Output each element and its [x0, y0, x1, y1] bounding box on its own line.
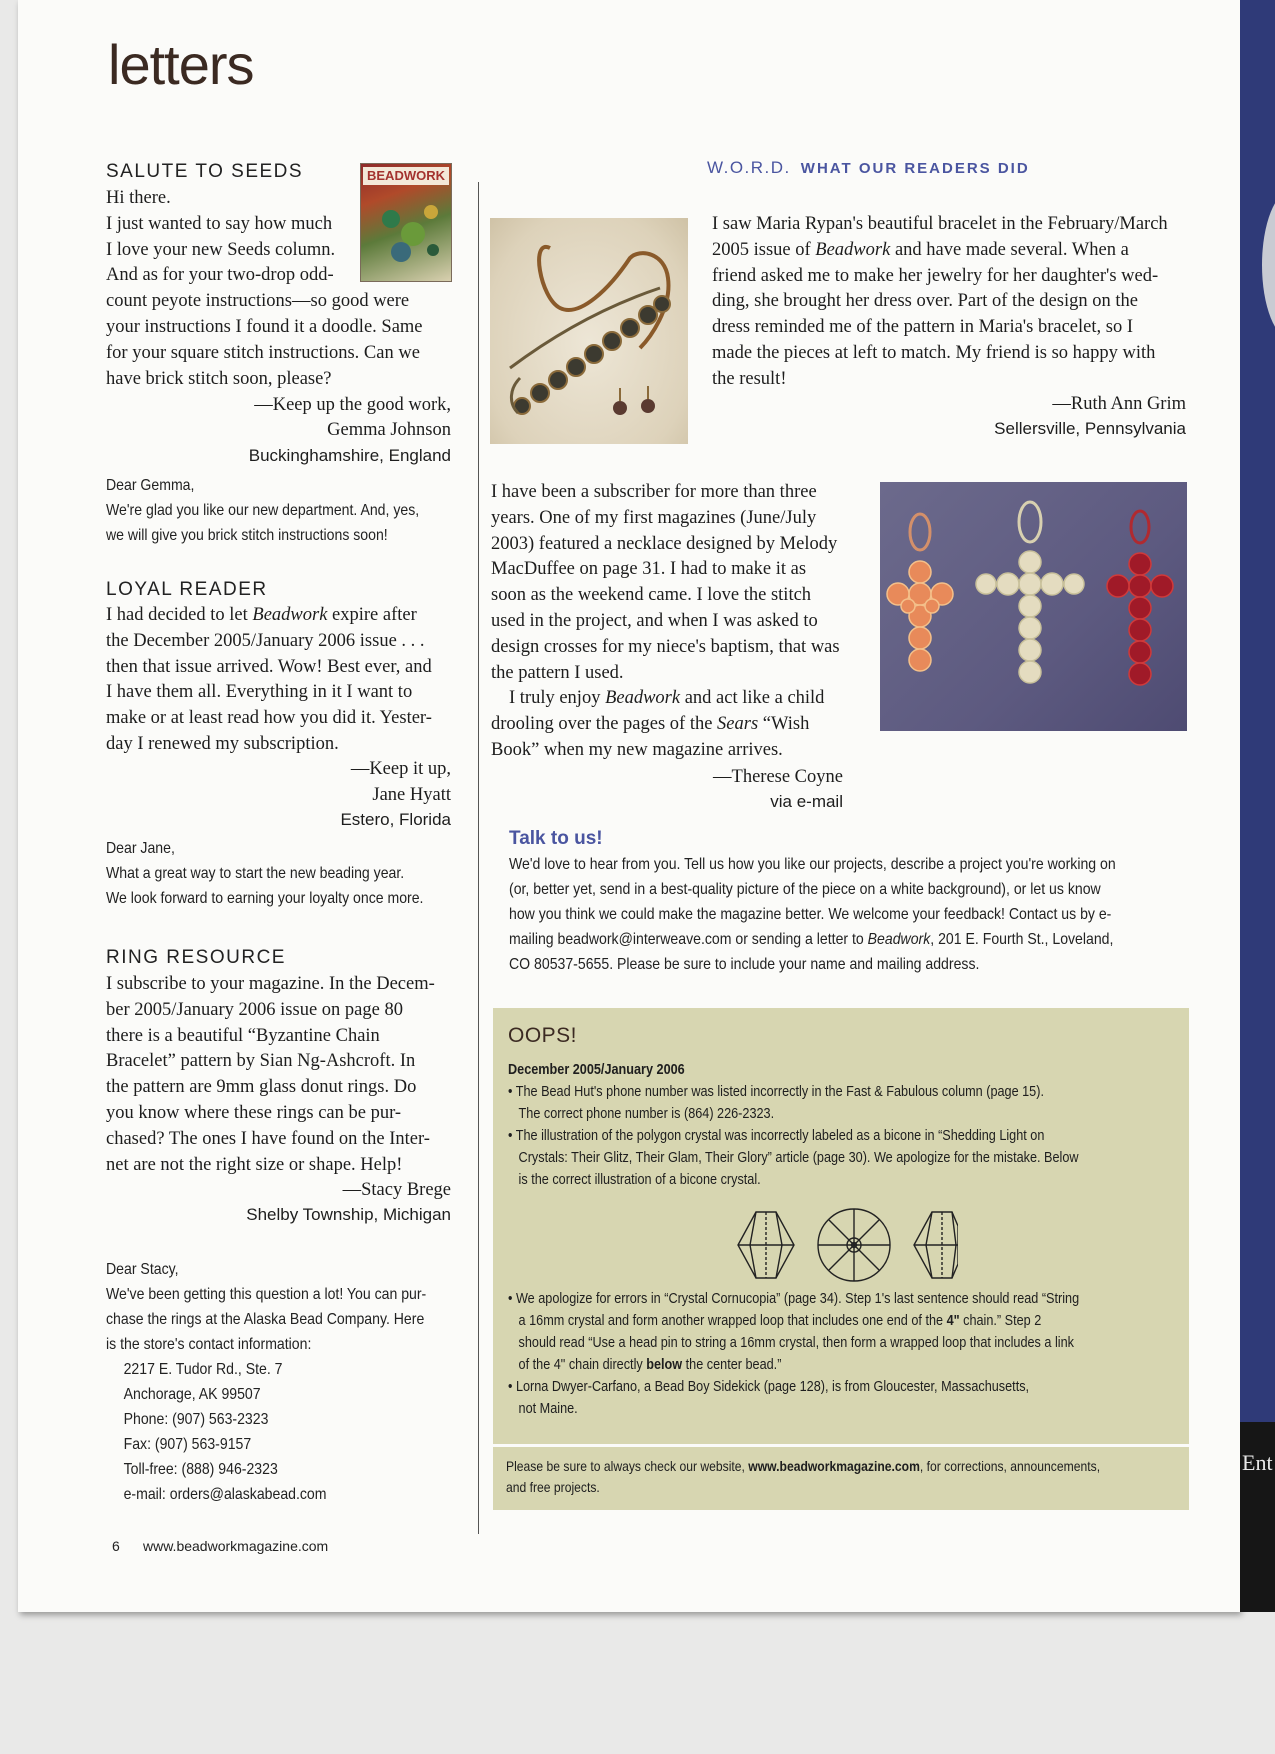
text-span: , 201 E. Fourth St., Loveland, — [930, 931, 1114, 948]
talk-heading: Talk to us! — [509, 828, 603, 849]
text-span: drooling over the pages of the — [491, 714, 718, 735]
text-line: dress reminded me of the pattern in Maria's bracelet, so I — [712, 317, 1133, 338]
text-line: I saw Maria Rypan's beautiful bracelet in the February/March — [712, 214, 1168, 234]
magazine-name: Beadwork — [867, 931, 931, 948]
text-line: not Maine. — [518, 1401, 578, 1417]
loyal-name: Jane Hyatt — [372, 785, 451, 805]
text-span: mailing beadwork@interweave.com or sending a letter to — [509, 931, 868, 948]
text-span: expire after — [327, 605, 417, 625]
crosses-letter — [491, 480, 863, 764]
salute-signoff: —Keep up the good work, — [254, 395, 451, 415]
footer-url[interactable]: www.beadworkmagazine.com — [143, 1538, 329, 1554]
address-line: Anchorage, AK 99507 — [123, 1386, 261, 1403]
talk-text — [509, 852, 1190, 977]
text-span: I had decided to let — [106, 605, 253, 625]
text-line: there is a beautiful “Byzantine Chain — [106, 1025, 380, 1046]
text-line: and free projects. — [506, 1480, 600, 1495]
loyal-letter — [106, 603, 506, 758]
text-line: The correct phone number is (864) 226-2323. — [518, 1106, 775, 1122]
text-line: Bracelet” pattern by Sian Ng-Ashcroft. In — [106, 1051, 416, 1072]
reply-greeting: Dear Gemma, — [106, 477, 195, 494]
text-line: used in the project, and when I was asked to — [491, 610, 818, 631]
address-line: Toll-free: (888) 946-2323 — [123, 1461, 278, 1478]
text-line: for your square stitch instructions. Can we — [106, 342, 420, 363]
salute-location: Buckinghamshire, England — [248, 446, 451, 465]
text-line: I subscribe to your magazine. In the Decem- — [106, 974, 435, 994]
store-address — [106, 1357, 476, 1507]
text-span: “Wish — [758, 714, 810, 735]
text-span: chain.” Step 2 — [959, 1313, 1042, 1329]
text-line: we will give you brick stitch instructions soon! — [106, 527, 388, 544]
text-span: Please be sure to always check our website, — [506, 1459, 749, 1474]
reply-greeting: Dear Stacy, — [106, 1261, 179, 1278]
ring-heading: RING RESOURCE — [106, 947, 286, 968]
text-line: Book” when my new magazine arrives. — [491, 739, 783, 760]
oops-corrections-top — [508, 1059, 1186, 1191]
text-line: 2003) featured a necklace designed by Melody — [491, 533, 838, 554]
address-line: 2217 E. Tudor Rd., Ste. 7 — [123, 1361, 283, 1378]
text-line: ber 2005/January 2006 issue on page 80 — [106, 999, 403, 1020]
text-line: how you think we could make the magazine better. We welcome your feedback! Contact us by e- — [509, 906, 1112, 923]
text-span: I truly enjoy — [509, 688, 606, 709]
text-line: I have been a subscriber for more than three — [491, 482, 817, 502]
text-line: should read “Use a head pin to string a 16mm crystal, then form a wrapped loop that includes a link — [518, 1335, 1074, 1351]
loyal-heading: LOYAL READER — [106, 579, 268, 600]
word-signoff: —Ruth Ann Grim — [1052, 394, 1186, 414]
page-title: letters — [108, 33, 254, 96]
text-line — [509, 927, 1190, 952]
catalog-name: Sears — [717, 714, 759, 735]
text-line: have brick stitch soon, please? — [106, 368, 332, 389]
text-bold: below — [646, 1357, 683, 1373]
address-line: Phone: (907) 563-2323 — [123, 1411, 269, 1428]
text-line: net are not the right size or shape. Help! — [106, 1154, 403, 1175]
text-line: Crystals: Their Glitz, Their Glam, Their Glory” article (page 30). We apologize for the mistake. Below — [518, 1150, 1079, 1166]
text-line: the pattern are 9mm glass donut rings. Do — [106, 1077, 417, 1098]
text-span: of the 4" chain directly — [518, 1357, 647, 1373]
text-line: I just wanted to say how much — [106, 213, 333, 234]
loyal-signoff: —Keep it up, — [350, 759, 451, 779]
text-line: count peyote instructions—so good were — [106, 291, 410, 312]
text-line: ding, she brought her dress over. Part of the design on the — [712, 291, 1138, 312]
adjacent-page-text: Ent — [1242, 1450, 1273, 1475]
text-line: (or, better yet, send in a best-quality picture of the piece on a white background), or let us know — [509, 881, 1101, 898]
word-location: Sellersville, Pennsylvania — [994, 419, 1186, 438]
text-line: I love your new Seeds column. — [106, 239, 336, 260]
oops-heading: OOPS! — [508, 1024, 578, 1047]
text-line: MacDuffee on page 31. I had to make it as — [491, 559, 807, 580]
text-line: friend asked me to make her jewelry for her daughter's wed- — [712, 265, 1159, 286]
text-line: We've been getting this question a lot! You can pur- — [106, 1286, 427, 1303]
ring-letter — [106, 972, 506, 1178]
text-line — [712, 238, 1190, 264]
text-line: day I renewed my subscription. — [106, 733, 339, 754]
text-line: is the correct illustration of a bicone crystal. — [518, 1172, 761, 1188]
text-line: What a great way to start the new beading year. — [106, 865, 405, 882]
website-notice — [506, 1456, 1184, 1498]
text-line — [106, 603, 506, 629]
text-line: We look forward to earning your loyalty once more. — [106, 890, 424, 907]
text-bold: 4" — [946, 1313, 960, 1329]
text-line: the result! — [712, 368, 787, 389]
salute-letter — [106, 186, 506, 392]
ring-reply — [106, 1257, 476, 1507]
text-line — [508, 1310, 1186, 1332]
text-line: design crosses for my niece's baptism, that was — [491, 636, 840, 657]
text-line — [491, 686, 863, 712]
word-heading — [707, 158, 1030, 178]
adjacent-page-edge — [1240, 0, 1275, 1612]
text-line: We'd love to hear from you. Tell us how you like our projects, describe a project you're working on — [509, 856, 1116, 873]
salute-heading: SALUTE TO SEEDS — [106, 161, 304, 182]
website-link[interactable]: www.beadworkmagazine.com — [748, 1459, 920, 1474]
text-line — [508, 1354, 1186, 1376]
bracelet-necklace-illustration — [490, 218, 688, 444]
page-number: 6 — [112, 1538, 120, 1554]
word-acronym: W.O.R.D. — [707, 158, 791, 177]
text-line: is the store's contact information: — [106, 1336, 312, 1353]
text-line — [506, 1456, 1184, 1477]
crosses-location: via e-mail — [770, 792, 843, 811]
text-line: • We apologize for errors in “Crystal Cornucopia” (page 34). Step 1's last sentence should read “String — [508, 1291, 1080, 1307]
text-line: you know where these rings can be pur- — [106, 1102, 402, 1123]
crosses-photo — [880, 482, 1187, 731]
salute-reply — [106, 473, 476, 548]
text-line: • Lorna Dwyer-Carfano, a Bead Boy Sidekick (page 128), is from Gloucester, Massachusetts, — [508, 1379, 1030, 1395]
text-line: I have them all. Everything in it I want to — [106, 682, 413, 703]
text-line: then that issue arrived. Wow! Best ever, and — [106, 656, 432, 677]
loyal-reply — [106, 836, 476, 911]
magazine-name: Beadwork — [605, 688, 681, 709]
text-line: soon as the weekend came. I love the stitch — [491, 585, 812, 606]
ring-signoff: —Stacy Brege — [342, 1180, 451, 1200]
reply-greeting: Dear Jane, — [106, 840, 175, 857]
text-line: made the pieces at left to match. My friend is so happy with — [712, 342, 1156, 363]
text-span: the center bead.” — [682, 1357, 782, 1373]
text-line: And as for your two-drop odd- — [106, 265, 334, 286]
beaded-crosses-illustration — [880, 482, 1187, 731]
column-divider — [478, 182, 479, 1534]
text-line: • The Bead Hut's phone number was listed incorrectly in the Fast & Fabulous column (page 15). — [508, 1084, 1044, 1100]
text-span: a 16mm crystal and form another wrapped loop that includes one end of the — [518, 1313, 947, 1329]
text-line: the pattern I used. — [491, 662, 624, 683]
word-letter — [712, 212, 1190, 393]
text-line: • The illustration of the polygon crystal was incorrectly labeled as a bicone in “Shedding Light on — [508, 1128, 1045, 1144]
text-line — [491, 712, 863, 738]
text-line: chase the rings at the Alaska Bead Company. Here — [106, 1311, 425, 1328]
address-line: Fax: (907) 563-9157 — [123, 1436, 252, 1453]
address-line: e-mail: orders@alaskabead.com — [123, 1486, 327, 1503]
text-line: the December 2005/January 2006 issue . . . — [106, 630, 425, 651]
text-line: Hi there. — [106, 188, 171, 208]
text-line: CO 80537-5655. Please be sure to include your name and mailing address. — [509, 956, 980, 973]
magazine-name: Beadwork — [815, 239, 891, 260]
text-line: years. One of my first magazines (June/July — [491, 507, 817, 528]
magazine-name: Beadwork — [252, 605, 328, 625]
text-line: chased? The ones I have found on the Inter- — [106, 1128, 430, 1149]
oops-corrections-bottom — [508, 1288, 1186, 1420]
text-span: 2005 issue of — [712, 239, 816, 260]
adjacent-page-graphic — [1262, 190, 1275, 340]
loyal-location: Estero, Florida — [340, 810, 451, 829]
ring-location: Shelby Township, Michigan — [246, 1205, 451, 1224]
bicone-crystal-diagram — [718, 1206, 958, 1284]
text-span: and act like a child — [680, 688, 825, 709]
bracelet-photo — [490, 218, 688, 444]
text-line: your instructions I found it a doodle. Same — [106, 316, 423, 337]
cover-masthead: BEADWORK — [363, 167, 449, 185]
text-line: We're glad you like our new department. And, yes, — [106, 502, 420, 519]
salute-name: Gemma Johnson — [327, 420, 451, 440]
text-span: and have made several. When a — [890, 239, 1129, 260]
crosses-signoff: —Therese Coyne — [713, 767, 843, 787]
oops-issue: December 2005/January 2006 — [508, 1062, 685, 1078]
text-line: make or at least read how you did it. Yester- — [106, 708, 432, 729]
word-subtitle: WHAT OUR READERS DID — [800, 160, 1030, 177]
text-span: , for corrections, announcements, — [919, 1459, 1101, 1474]
adjacent-page-band — [1240, 1422, 1275, 1612]
